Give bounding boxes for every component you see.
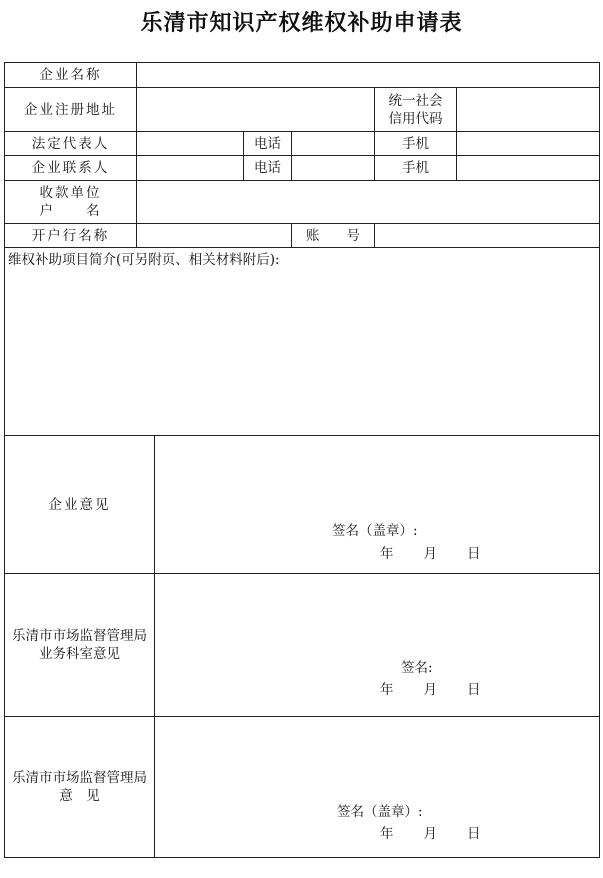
legal-rep-phone-label: 电话	[244, 132, 292, 156]
year-label: 年	[380, 826, 394, 842]
bureau-opinion-date	[380, 825, 481, 843]
payee-label-line1: 收款单位	[39, 185, 102, 201]
year-label: 年	[380, 546, 394, 562]
account-label: 账 号	[292, 224, 375, 248]
company-signature-label: 签名（盖章）:	[332, 523, 418, 539]
company-opinion-label: 企业意见	[5, 436, 155, 574]
dept-signature-label: 签名:	[401, 660, 433, 676]
day-label: 日	[467, 546, 481, 562]
legal-rep-mobile-label: 手机	[375, 132, 457, 156]
contact-mobile-label: 手机	[375, 156, 457, 181]
form-title: 乐清市知识产权维权补助申请表	[140, 10, 463, 36]
reg-address-field[interactable]	[137, 88, 375, 132]
credit-code-label	[375, 88, 457, 132]
contact-mobile-field[interactable]	[457, 156, 600, 181]
legal-rep-mobile-field[interactable]	[457, 132, 600, 156]
contact-phone-field[interactable]	[292, 156, 375, 181]
legal-rep-phone-field[interactable]	[292, 132, 375, 156]
dept-opinion-label-line2: 业务科室意见	[39, 646, 120, 662]
contact-phone-label: 电话	[244, 156, 292, 181]
company-opinion-area[interactable]	[155, 436, 600, 574]
credit-code-field[interactable]	[457, 88, 600, 132]
bureau-opinion-label-line1: 乐清市市场监督管理局	[12, 770, 147, 786]
month-label: 月	[423, 682, 437, 698]
day-label: 日	[467, 682, 481, 698]
bureau-opinion-area[interactable]	[155, 717, 600, 858]
dept-opinion-date	[380, 681, 481, 699]
account-field[interactable]	[375, 224, 600, 248]
company-name-label: 企业名称	[5, 63, 137, 88]
bank-name-field[interactable]	[137, 224, 292, 248]
month-label: 月	[423, 826, 437, 842]
day-label: 日	[467, 826, 481, 842]
company-opinion-date	[380, 545, 481, 563]
credit-code-label-line1: 统一社会	[388, 92, 443, 109]
bureau-signature-label: 签名（盖章）:	[337, 804, 423, 820]
dept-opinion-label-line1: 乐清市市场监督管理局	[12, 628, 147, 644]
legal-rep-field[interactable]	[137, 132, 244, 156]
reg-address-label: 企业注册地址	[5, 88, 137, 132]
project-intro-area[interactable]	[5, 248, 600, 436]
payee-field[interactable]	[137, 181, 600, 224]
contact-field[interactable]	[137, 156, 244, 181]
payee-label-line2: 户 名	[39, 203, 102, 219]
application-form-table	[4, 62, 600, 858]
year-label: 年	[380, 682, 394, 698]
dept-opinion-area[interactable]	[155, 574, 600, 717]
company-name-field[interactable]	[137, 63, 600, 88]
bank-name-label: 开户行名称	[5, 224, 137, 248]
legal-rep-label: 法定代表人	[5, 132, 137, 156]
credit-code-label-line2: 信用代码	[388, 110, 443, 127]
dept-opinion-label	[5, 574, 155, 717]
bureau-opinion-label-line2: 意 见	[59, 788, 100, 804]
bureau-opinion-label	[5, 717, 155, 858]
project-intro-label: 维权补助项目简介(可另附页、相关材料附后):	[8, 252, 280, 268]
payee-label	[5, 181, 137, 224]
month-label: 月	[423, 546, 437, 562]
contact-label: 企业联系人	[5, 156, 137, 181]
